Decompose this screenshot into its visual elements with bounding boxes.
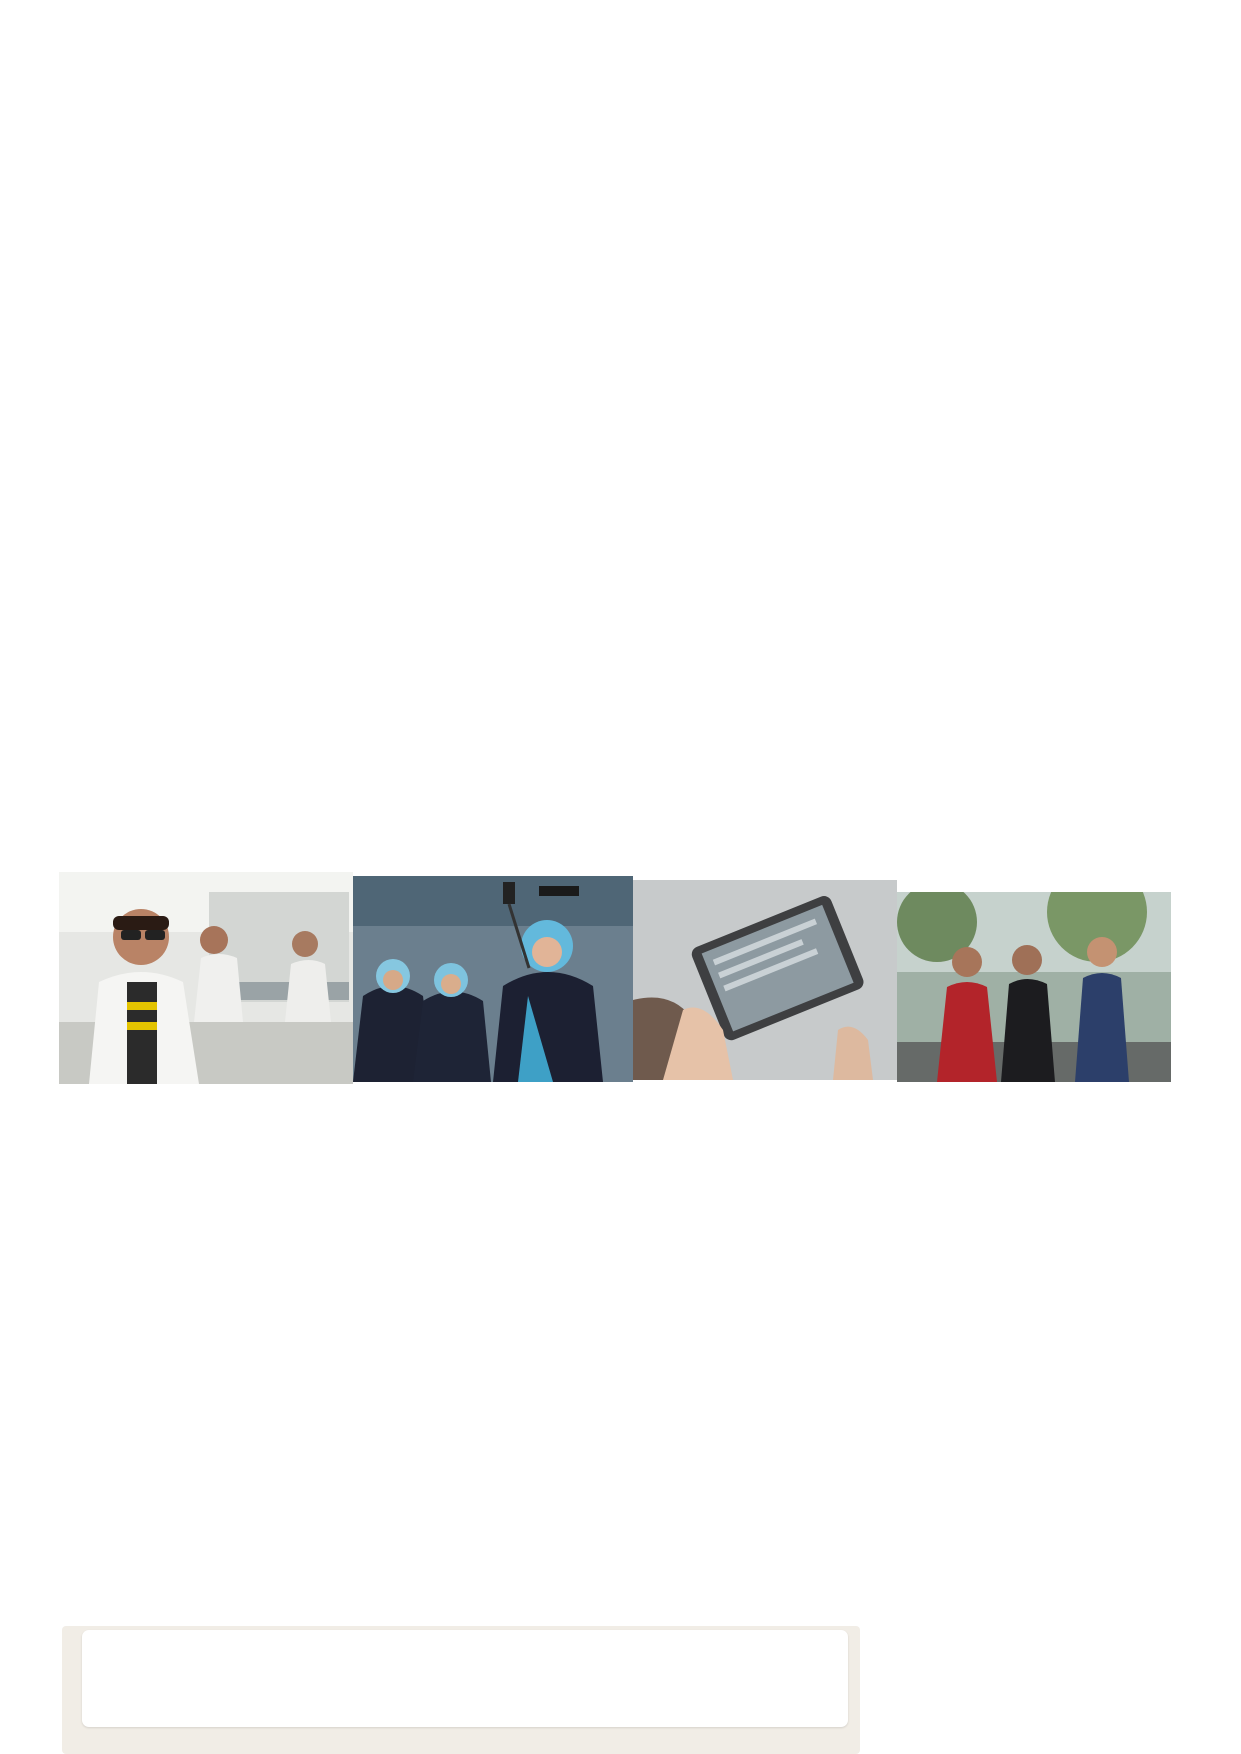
photo-graduation-selfie [353,876,633,1082]
chat-screenshot [62,1626,860,1754]
photo-lab-student [59,872,353,1084]
photo-strip [59,872,1171,1082]
photo-tablet [633,880,897,1080]
photo-young-men [897,892,1171,1082]
chat-bubble [82,1630,848,1727]
